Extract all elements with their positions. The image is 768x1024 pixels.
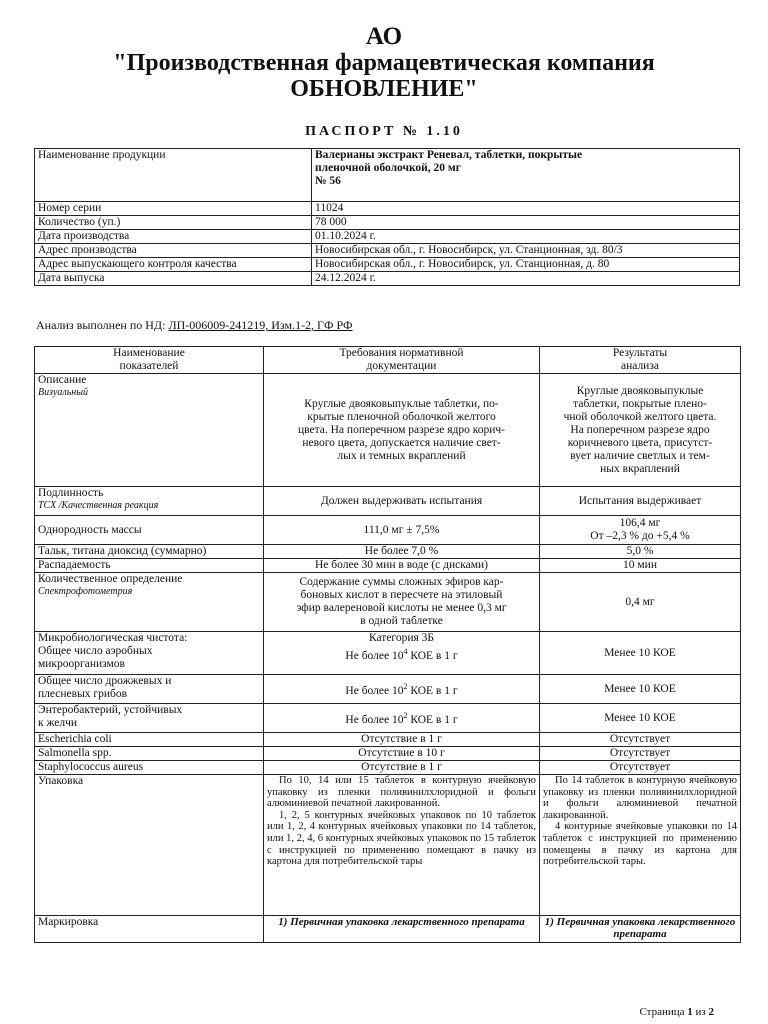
indicator-name: Количественное определение Спектрофотометрия [35,573,264,632]
table-row-assay [35,573,741,632]
result: 0,4 мг [540,573,741,632]
info-label: Номер серии [35,202,312,216]
info-value: 78 000 [312,216,740,230]
indicator-name: Описание Визуальный [35,374,264,487]
info-label: Дата производства [35,230,312,244]
indicator-name: Однородность массы [35,516,264,545]
result: 1) Первичная упаковка лекарственного препарата [540,916,741,943]
col-header-requirements: Требования нормативной документации [264,347,540,374]
table-row-identity [35,487,741,516]
result: По 14 таблеток в контурную ячейковую упаковку из пленки поливинилхлоридной и фольги алюминиевой печатной лакированной. 4 контурные ячейковые упаковки по 14 таблеток с инструкцией по применению помещены в пачку из картона для потребительской тары. [540,775,741,916]
requirement: Отсутствие в 1 г [264,761,540,775]
result: 106,4 мг От –2,3 % до +5,4 % [540,516,741,545]
requirement: Должен выдерживать испытания [264,487,540,516]
info-label: Количество (уп.) [35,216,312,230]
table-header-row [35,347,741,374]
requirement: 1) Первичная упаковка лекарственного препарата [264,916,540,943]
requirement: Отсутствие в 10 г [264,747,540,761]
analysis-table [34,346,741,943]
table-row [35,244,740,258]
product-label: Наименование продукции [35,149,312,202]
indicator-name: Escherichia coli [35,733,264,747]
result: Отсутствует [540,733,741,747]
nd-reference: ЛП-006009-241219, Изм.1-2, ГФ РФ [168,318,353,332]
requirement: Не более $10^2$ КОЕ в 1 г [264,675,540,704]
table-row [35,230,740,244]
table-row [35,216,740,230]
table-row-yeast [35,675,741,704]
table-row-marking [35,916,741,943]
requirement: 111,0 мг ± 7,5% [264,516,540,545]
col-header-indicator: Наименование показателей [35,347,264,374]
analysis-basis: Анализ выполнен по НД: ЛП-006009-241219, Изм.1-2, ГФ РФ [36,318,353,332]
requirement: По 10, 14 или 15 таблеток в контурную ячейковую упаковку из пленки поливинилхлоридной и фольги алюминиевой печатной лакированной. 1, 2, 5 контурных ячейковых упаковок по 10 таблеток или 1, 2, 4 контурных ячейковых упаковки по 14 таблеток, или 1, 2, 4, 6 контурных ячейковых упаковок по 15 таблеток с инструкцией по применению помещают в пачку из картона для потребительской тары [264,775,540,916]
requirement: Категория 3Б Не более $10^4$ КОЕ в 1 г [264,632,540,675]
product-value: Валерианы экстракт Реневал, таблетки, покрытые пленочной оболочкой, 20 мг № 56 [312,149,740,202]
org-name-line1: "Производственная фармацевтическая компания [113,50,655,76]
requirement: Не более 7,0 % [264,545,540,559]
table-row-packaging [35,775,741,916]
indicator-name: Подлинность ТСХ /Качественная реакция [35,487,264,516]
requirement: Не более $10^2$ КОЕ в 1 г [264,704,540,733]
info-value: 01.10.2024 г. [312,230,740,244]
passport-title: ПАСПОРТ № 1.10 [305,124,463,139]
requirement: Круглые двояковыпуклые таблетки, по- крытые пленочной оболочкой желтого цвета. На поперечном разрезе ядро корич- невого цвета, допускается наличие свет- лых и темных вкраплений [264,374,540,487]
result: Отсутствует [540,747,741,761]
table-row-micro [35,632,741,675]
requirement: Не более 30 мин в воде (с дисками) [264,559,540,573]
org-name-line2: ОБНОВЛЕНИЕ" [290,76,478,102]
table-row-talc [35,545,741,559]
result: Менее 10 КОЕ [540,675,741,704]
table-row [35,202,740,216]
indicator-name: Упаковка [35,775,264,916]
org-type: АО [365,23,403,50]
result: Круглые двояковыпуклые таблетки, покрытые плено- чной оболочкой желтого цвета. На поперечном разрезе ядро коричневого цвета, присутст- вует наличие светлых и тем- ных вкраплений [540,374,741,487]
col-header-results: Результаты анализа [540,347,741,374]
result: Менее 10 КОЕ [540,704,741,733]
info-value: 11024 [312,202,740,216]
result: 5,0 % [540,545,741,559]
table-row [35,149,740,202]
result: Менее 10 КОЕ [540,632,741,675]
requirement: Содержание суммы сложных эфиров кар- боновых кислот в пересчете на этиловый эфир валереновой кислоты не менее 0,3 мг в одной таблетке [264,573,540,632]
table-row [35,258,740,272]
result: Отсутствует [540,761,741,775]
indicator-name: Salmonella spp. [35,747,264,761]
table-row-salmonella [35,747,741,761]
table-row [35,272,740,286]
result: 10 мин [540,559,741,573]
info-label: Адрес выпускающего контроля качества [35,258,312,272]
table-row-mass [35,516,741,545]
table-row-disintegration [35,559,741,573]
page-number: Страница 1 из 2 [639,1006,714,1018]
indicator-name: Маркировка [35,916,264,943]
info-label: Адрес производства [35,244,312,258]
indicator-name: Тальк, титана диоксид (суммарно) [35,545,264,559]
table-row-staph [35,761,741,775]
info-value: Новосибирская обл., г. Новосибирск, ул. Станционная, д. 80 [312,258,740,272]
indicator-name: Микробиологическая чистота: Общее число аэробных микроорганизмов [35,632,264,675]
info-value: Новосибирская обл., г. Новосибирск, ул. Станционная, зд. 80/3 [312,244,740,258]
table-row-entero [35,704,741,733]
info-label: Дата выпуска [35,272,312,286]
indicator-name: Распадаемость [35,559,264,573]
result: Испытания выдерживает [540,487,741,516]
indicator-name: Энтеробактерий, устойчивых к желчи [35,704,264,733]
table-row-description [35,374,741,487]
indicator-name: Общее число дрожжевых и плесневых грибов [35,675,264,704]
indicator-name: Staphylococcus aureus [35,761,264,775]
requirement: Отсутствие в 1 г [264,733,540,747]
product-info-table [34,148,740,286]
info-value: 24.12.2024 г. [312,272,740,286]
table-row-ecoli [35,733,741,747]
